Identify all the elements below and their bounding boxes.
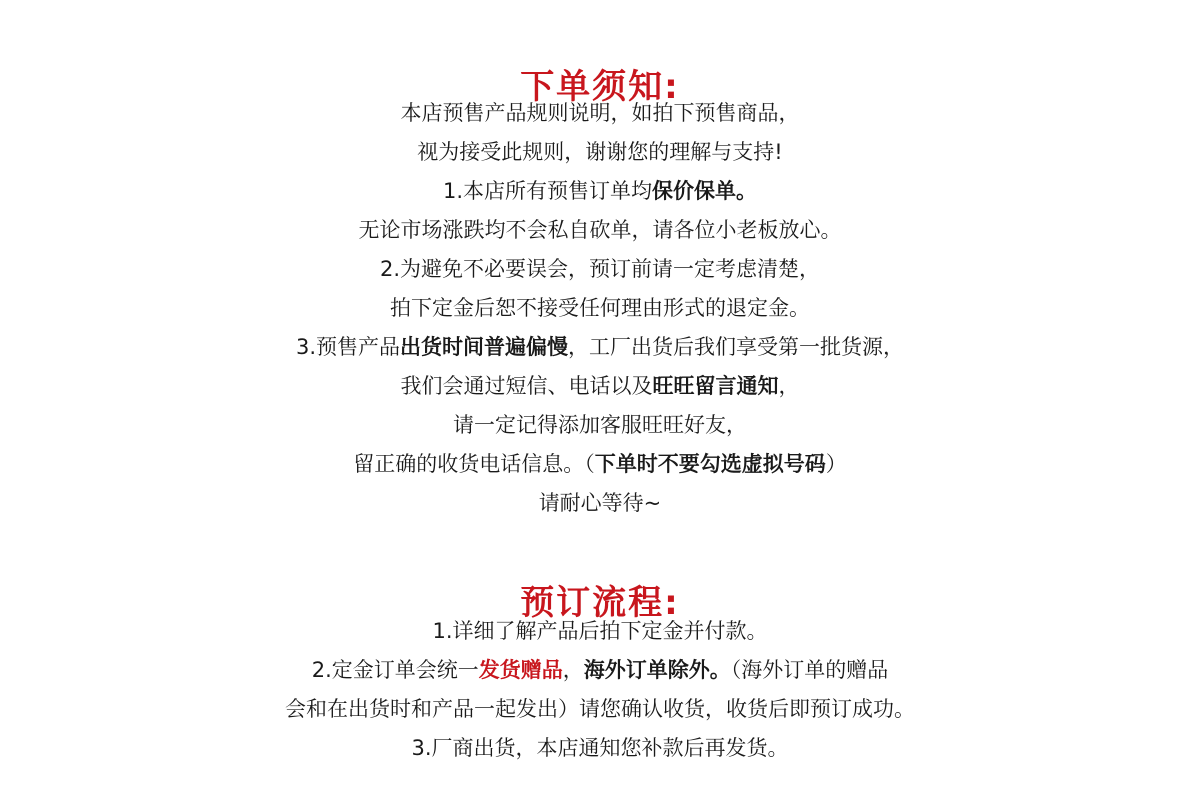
notice-text: 1.本店所有预售订单均 <box>442 179 653 203</box>
notice-line-6 <box>0 289 1200 328</box>
process-text: 会和在出货时和产品一起发出）请您确认收货，收货后即预订成功。 <box>285 697 915 721</box>
process-text: 2.定金订单会统一 <box>311 658 479 682</box>
notice-line-1 <box>0 94 1200 133</box>
notice-text: 视为接受此规则，谢谢您的理解与支持! <box>417 140 783 164</box>
notice-text: 拍下定金后恕不接受任何理由形式的退定金。 <box>390 296 810 320</box>
process-text: 1.详细了解产品后拍下定金并付款。 <box>432 619 768 643</box>
notice-line-5 <box>0 250 1200 289</box>
notice-title: 下单须知: <box>520 66 680 107</box>
notice-text: 3.预售产品 <box>295 335 401 359</box>
notice-text: ，工厂出货后我们享受第一批货源， <box>568 335 905 359</box>
process-title: 预订流程: <box>520 582 680 623</box>
notice-text: 请一定记得添加客服旺旺好友， <box>453 413 747 437</box>
notice-text: ） <box>825 452 847 476</box>
process-line-3 <box>0 690 1200 729</box>
process-emphasis: 海外订单除外。 <box>583 658 731 682</box>
notice-emphasis: 出货时间普遍偏慢 <box>400 335 569 359</box>
notice-text: 留正确的收货电话信息。（ <box>353 452 595 476</box>
notice-line-3 <box>0 172 1200 211</box>
notice-line-7 <box>0 328 1200 367</box>
notice-text: ， <box>778 374 800 398</box>
notice-emphasis: 旺旺留言通知 <box>652 374 779 398</box>
notice-text: 请耐心等待~ <box>538 491 662 515</box>
process-list <box>0 612 1200 768</box>
notice-text: 2.为避免不必要误会，预订前请一定考虑清楚， <box>379 257 821 281</box>
notice-list <box>0 94 1200 523</box>
notice-text: 无论市场涨跌均不会私自砍单，请各位小老板放心。 <box>358 218 842 242</box>
notice-line-2 <box>0 133 1200 172</box>
notice-line-11 <box>0 484 1200 523</box>
process-line-1 <box>0 612 1200 651</box>
notice-emphasis: 保价保单。 <box>652 179 758 203</box>
process-highlight: 发货赠品 <box>478 658 563 682</box>
process-text: （海外订单的赠品 <box>730 658 889 682</box>
process-text: ， <box>562 658 584 682</box>
process-text: 3.厂商出货，本店通知您补款后再发货。 <box>411 736 789 760</box>
notice-emphasis: 下单时不要勾选虚拟号码 <box>594 452 826 476</box>
notice-text: 我们会通过短信、电话以及 <box>400 374 653 398</box>
notice-line-9 <box>0 406 1200 445</box>
notice-line-10 <box>0 445 1200 484</box>
notice-text: 本店预售产品规则说明，如拍下预售商品， <box>400 101 800 125</box>
notice-line-4 <box>0 211 1200 250</box>
process-line-4 <box>0 729 1200 768</box>
notice-line-8 <box>0 367 1200 406</box>
process-line-2 <box>0 651 1200 690</box>
